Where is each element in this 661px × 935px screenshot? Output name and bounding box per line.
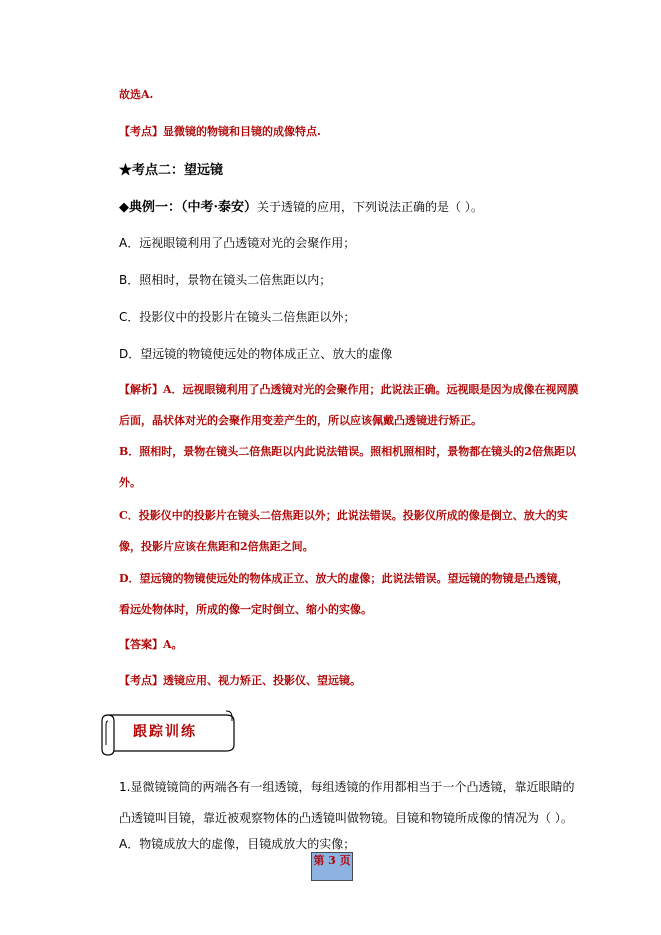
practice-q1-option-a: A．物镜成放大的虚像，目镜成放大的实像； [119, 837, 356, 851]
analysis-b: B．照相时，景物在镜头二倍焦距以内此说法错误。照相机照相时，景物都在镜头的2倍焦距以外。 [119, 445, 576, 489]
previous-answer: 故选A. [119, 88, 154, 101]
practice-banner-label: 跟踪训练 [133, 724, 197, 740]
analysis-c: C．投影仪中的投影片在镜头二倍焦距以外；此说法错误。投影仪所成的像是倒立、放大的实像，投影片应该在焦距和2倍焦距之间。 [119, 509, 568, 553]
example-source: （中考·泰安） [181, 200, 258, 215]
example-label: ◆典例一： [119, 200, 181, 215]
answer: 【答案】A。 [119, 638, 183, 651]
option-b: B．照相时，景物在镜头二倍焦距以内； [119, 273, 332, 287]
section-title: ★考点二：望远镜 [119, 163, 224, 178]
option-d: D．望远镜的物镜使远处的物体成正立、放大的虚像 [119, 347, 393, 361]
option-a: A．远视眼镜利用了凸透镜对光的会聚作用； [119, 236, 356, 250]
page-number: 第 3 页 [313, 854, 351, 867]
example-line [119, 196, 483, 215]
kaodian: 【考点】透镜应用、视力矫正、投影仪、望远镜。 [119, 674, 361, 687]
practice-question-1: 1.显微镜镜筒的两端各有一组透镜，每组透镜的作用都相当于一个凸透镜，靠近眼睛的凸透镜叫目镜，靠近被观察物体的凸透镜叫做物镜。目镜和物镜所成像的情况为（ ）。 [119, 780, 575, 825]
previous-kaodian: 【考点】显微镜的物镜和目镜的成像特点. [119, 125, 321, 138]
option-c: C．投影仪中的投影片在镜头二倍焦距以外； [119, 310, 356, 324]
analysis-d: D．望远镜的物镜使远处的物体成正立、放大的虚像；此说法错误。望远镜的物镜是凸透镜，看远处物体时，所成的像一定时倒立、缩小的实像。 [119, 572, 569, 616]
example-question: 关于透镜的应用，下列说法正确的是（ ）。 [257, 200, 483, 214]
analysis-a: 【解析】A．远视眼镜利用了凸透镜对光的会聚作用；此说法正确。远视眼是因为成像在视网膜后面，晶状体对光的会聚作用变差产生的，所以应该佩戴凸透镜进行矫正。 [119, 383, 579, 427]
